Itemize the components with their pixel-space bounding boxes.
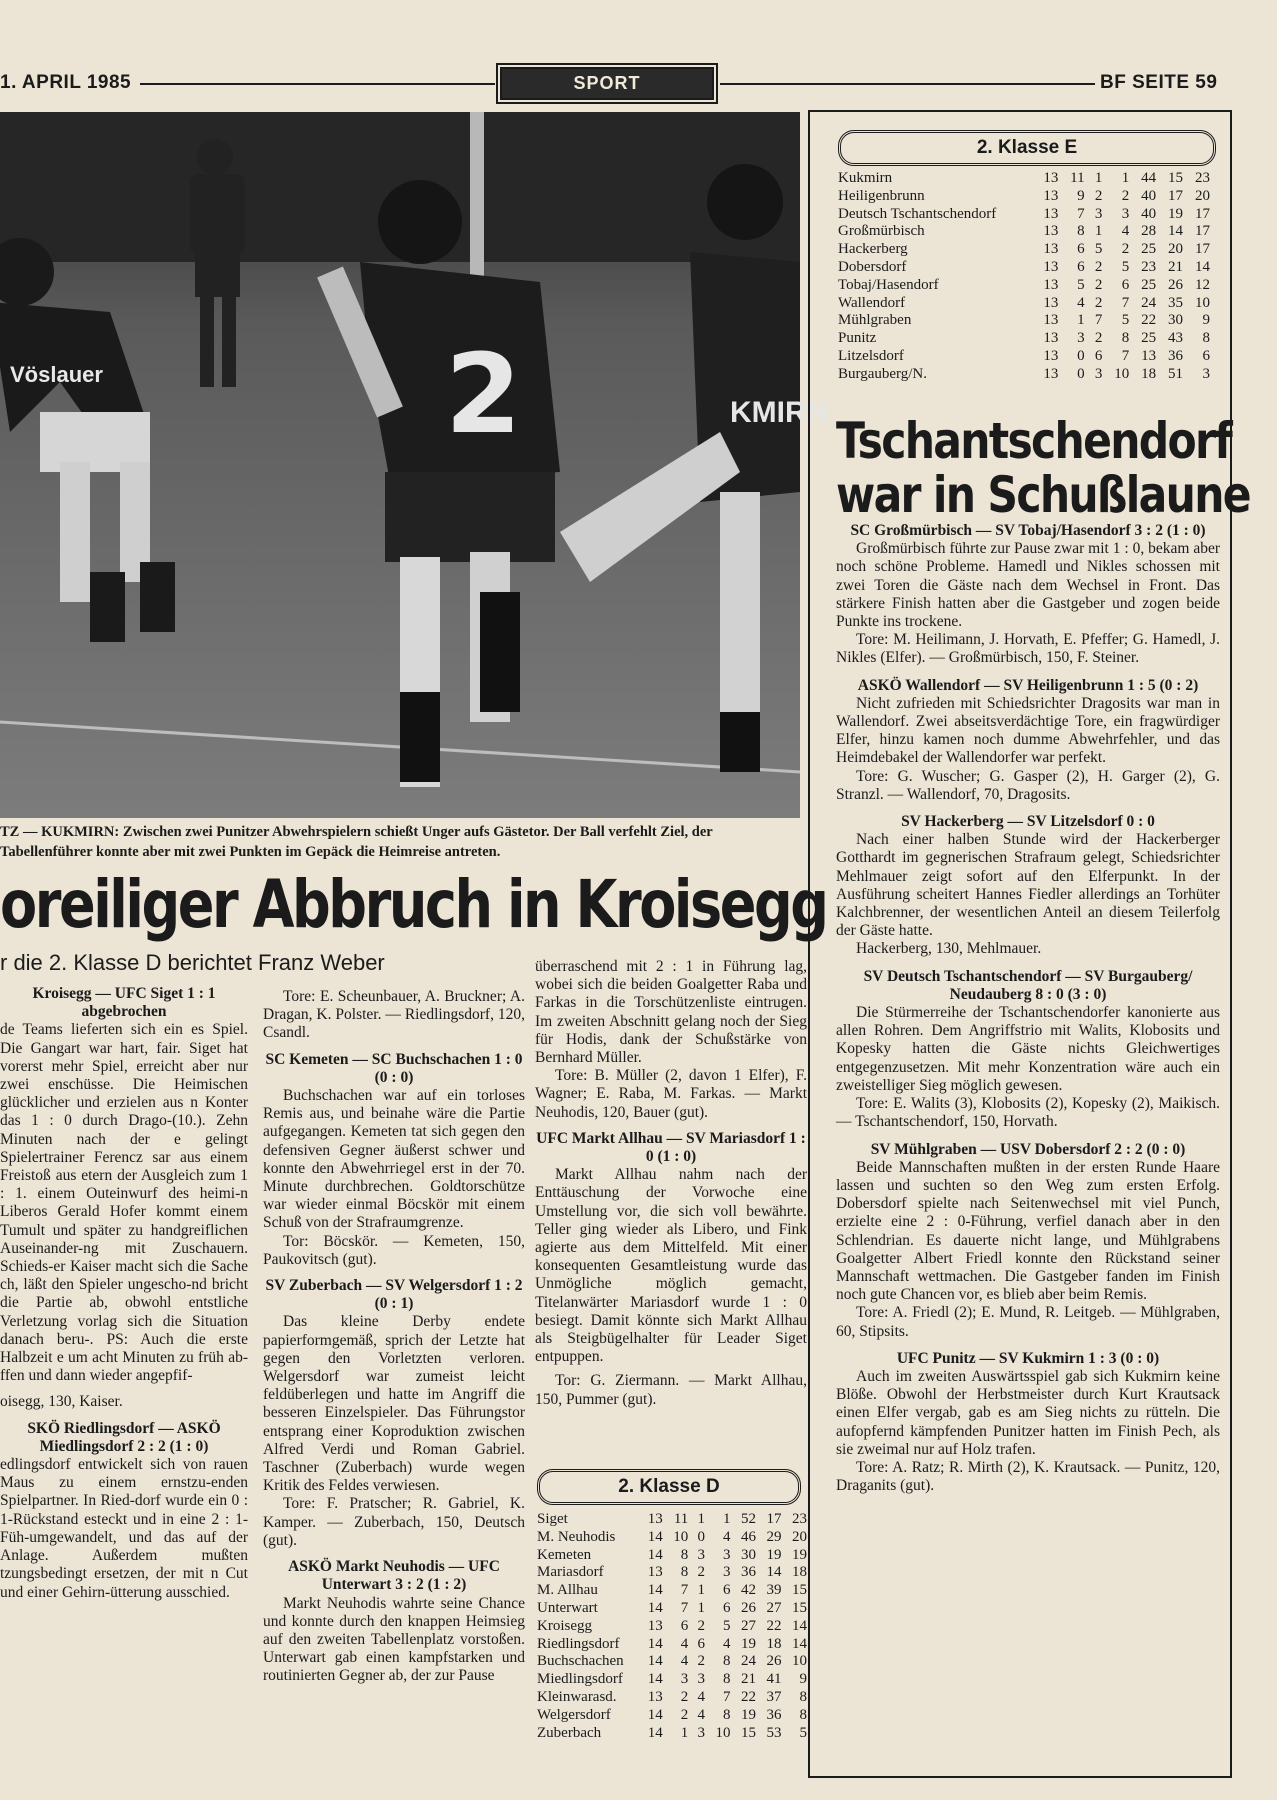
article-column-3	[535, 958, 807, 1409]
table-cell: 20	[1168, 241, 1184, 258]
team-name: Kleinwarasd.	[537, 1688, 617, 1705]
table-cell: 27	[766, 1599, 782, 1616]
table-cell: 6	[1094, 347, 1103, 364]
table-cell: 6	[723, 1599, 731, 1616]
table-cell: 22	[1141, 312, 1157, 329]
table-cell: 6	[1077, 258, 1085, 275]
table-cell: 8	[1202, 330, 1210, 347]
table-cell: 11	[1070, 170, 1085, 186]
article-headline: oreiliger Abbruch in Kroisegg	[0, 866, 827, 943]
league-table-title: 2. Klasse D	[537, 1469, 801, 1505]
table-cell: 3	[697, 1546, 706, 1563]
match-report: überraschend mit 2 : 1 in Führung lag, wobei sich die beiden Goalgetter Raba und Farkas in die Torschützenliste eintrugen. Im zweiten Abschnitt gelang noch der Sieg für Hodis, dank der Schußstärke von Bernhard Müller.	[535, 958, 807, 1067]
match-scorers: Tore: B. Müller (2, davon 1 Elfer), F. Wagner; E. Raba, M. Farkas. — Markt Neuhodis, 120, Bauer (gut).	[535, 1067, 807, 1121]
table-cell: 9	[1077, 187, 1085, 204]
table-row	[537, 1707, 807, 1725]
table-cell: 6	[697, 1635, 706, 1652]
table-row	[838, 241, 1210, 259]
table-row	[838, 259, 1210, 277]
match-scorers: Tore: A. Ratz; R. Mirth (2), K. Krautsack. — Punitz, 120, Draganits (gut).	[836, 1458, 1220, 1495]
table-cell: 36	[1168, 347, 1184, 364]
table-cell: 3	[1121, 205, 1130, 222]
match-report: Markt Neuhodis wahrte seine Chance und konnte durch den knappen Heimsieg auf den zweiten Tabellenplatz vorstoßen. Unterwart gab einen kampfstarken und routinierten Gegner ab, der zur Pause	[263, 1594, 525, 1685]
team-name: Kroisegg	[537, 1617, 592, 1634]
team-name: Zuberbach	[537, 1724, 602, 1741]
table-cell: 4	[723, 1528, 731, 1545]
table-cell: 26	[766, 1653, 782, 1670]
sidebar-headline	[836, 412, 1250, 524]
table-cell: 22	[740, 1688, 756, 1705]
table-row	[537, 1511, 807, 1529]
match-heading: SV Hackerberg — SV Litzelsdorf 0 : 0	[901, 813, 1155, 831]
table-cell: 6	[1202, 347, 1210, 364]
table-cell: 12	[1195, 276, 1210, 293]
table-cell: 4	[680, 1635, 689, 1652]
match-report: Beide Mannschaften mußten in der ersten Runde Haare lassen und suchten so den Weg zum ersten Erfolg. Dobersdorf spielte nach Seitenwechsel mit viel Punch, erzielte eine 2 : 0-Führung, verfiel danach aber in den Schlendrian. Es dauerte nicht lange, und Mühlgrabens Goalgetter Albert Friedl konnte den Rückstand seiner Mannschaft wettmachen. Die Gastgeber fanden im Finish noch gute Chancen vor, es blieb aber beim Remis.	[836, 1158, 1220, 1304]
table-cell: 10	[715, 1724, 731, 1741]
table-cell: 10	[673, 1528, 689, 1545]
table-cell: 13	[1043, 294, 1059, 311]
table-cell: 23	[792, 1511, 807, 1527]
match-heading: UFC Markt Allhau — SV Mariasdorf 1 : 0 (1 : 0)	[536, 1129, 806, 1166]
match-scorers: Tore: G. Wuscher; G. Gasper (2), H. Garger (2), G. Stranzl. — Wallendorf, 70, Dragosits.	[836, 767, 1220, 803]
match-heading: ASKÖ Markt Neuhodis — UFC Unterwart 3 : 2 (1 : 2)	[288, 1558, 500, 1594]
match-report: Buchschachen war auf ein torloses Remis aus, und beinahe wäre die Partie aufgegangen. Kemeten tat sich gegen den defensiven Gegner äußerst schwer und konnte den Abwehrriegel erst in der 70. Minute durchbrechen. Goldtorschütze war wieder einmal Böcskör mit einem Schuß von der Strafraumgrenze.	[263, 1087, 525, 1232]
match-details: oisegg, 130, Kaiser.	[0, 1393, 123, 1411]
table-cell: 3	[1094, 365, 1103, 382]
table-cell: 18	[1141, 365, 1157, 382]
table-cell: 14	[1195, 258, 1210, 275]
table-cell: 24	[740, 1653, 756, 1670]
table-cell: 1	[723, 1511, 731, 1527]
table-row	[838, 170, 1210, 188]
svg-text:Vöslauer: Vöslauer	[10, 362, 103, 387]
table-cell: 20	[1195, 187, 1210, 204]
table-cell: 28	[1141, 223, 1157, 240]
table-cell: 19	[792, 1546, 807, 1563]
match-report: de Teams lieferten sich ein es Spiel. Die Gangart war hart, fair. Siget hat vorerst mehr Spiel, erreicht aber nur zwei enschüsse. Die Heimischen glücklicher und erzielen aus n Konter das 1 : 0 durch Drago-(10.). Zehn Minuten nach der e gelingt Spielertrainer Ferencz sar aus einem Freistoß aus etern der Ausgleich zum 1 : 1. einem Outeinwurf des heimi-n Liberos Gerald Hofer kommt einem Tumult und später zu handgreiflichen Auseinander-ng mit Zuschauern. Schieds-er Kaiser macht sich die Sache ch, läßt den Spieler ungescho-nd bricht die Partie ab, obwohl entstliche Verletzung vorlag sich die Situation danach beru-. PS: Auch die erste Halbzeit e um acht Minuten zu früh ab-ffen und dann wieder angepfif-	[0, 1021, 248, 1385]
table-cell: 37	[766, 1688, 782, 1705]
table-cell: 14	[647, 1582, 663, 1599]
league-table-d	[537, 1511, 807, 1742]
table-row	[537, 1689, 807, 1707]
match-heading: SV Zuberbach — SV Welgersdorf 1 : 2 (0 : 1)	[265, 1277, 523, 1313]
header-rule-right	[720, 83, 1095, 85]
table-cell: 5	[723, 1617, 731, 1634]
table-cell: 13	[1043, 276, 1059, 293]
table-cell: 19	[740, 1706, 756, 1723]
match-report: Das kleine Derby endete papierformgemäß, sprich der Letzte hat gegen den Vorletzten verloren. Welgersdorf war zumeist leicht feldüberlegen und hatte im Angriff die besseren Einzelspieler. Das Führungstor entsprang einer Koproduktion zwischen Alfred Verdi und Roman Gabriel. Taschner (Zuberbach) wurde wegen Kritik des Feldes verwiesen.	[263, 1313, 525, 1495]
table-cell: 25	[1141, 241, 1157, 258]
table-cell: 13	[1043, 187, 1059, 204]
team-name: Mariasdorf	[537, 1564, 604, 1581]
table-cell: 0	[697, 1528, 706, 1545]
table-cell: 13	[1043, 347, 1059, 364]
table-cell: 13	[1043, 312, 1059, 329]
table-cell: 2	[1094, 330, 1103, 347]
table-cell: 8	[799, 1706, 807, 1723]
table-cell: 10	[1195, 294, 1210, 311]
team-name: Welgersdorf	[537, 1706, 611, 1723]
table-cell: 13	[1043, 241, 1059, 258]
table-row	[838, 330, 1210, 348]
match-heading: SC Kemeten — SC Buchschachen 1 : 0 (0 : 0)	[265, 1050, 523, 1086]
table-cell: 2	[1121, 241, 1130, 258]
table-cell: 1	[1121, 170, 1130, 186]
table-cell: 19	[1168, 205, 1184, 222]
table-cell: 4	[723, 1635, 731, 1652]
headline-line-2: war in Schußlaune	[836, 466, 1250, 524]
table-cell: 2	[697, 1564, 706, 1581]
table-cell: 5	[1121, 258, 1130, 275]
section-label: SPORT	[500, 67, 714, 100]
team-name: Miedlingsdorf	[537, 1671, 623, 1688]
table-cell: 4	[1121, 223, 1130, 240]
table-cell: 24	[1141, 294, 1157, 311]
table-cell: 9	[1202, 312, 1210, 329]
match-report: Nach einer halben Stunde wird der Hackerberger Gotthardt im gegnerischen Strafraum gelegt, Schiedsrichter Mehlmauer zeigt sofort auf den Elferpunkt. In der Ausführung scheitert Hannes Fiedler allerdings an Torhüter Kalchbrenner, der wesentlichen Anteil an diesem Teilerfolg der Gäste hatte.	[836, 831, 1220, 940]
table-cell: 14	[647, 1653, 663, 1670]
table-cell: 0	[1077, 347, 1085, 364]
table-cell: 2	[1121, 187, 1130, 204]
table-cell: 26	[1168, 276, 1184, 293]
table-row	[537, 1547, 807, 1565]
issue-date: 1. APRIL 1985	[0, 72, 132, 93]
table-cell: 14	[792, 1635, 807, 1652]
table-cell: 43	[1168, 330, 1184, 347]
table-cell: 2	[1094, 258, 1103, 275]
match-heading: Kroisegg — UFC Siget 1 : 1 abgebrochen	[32, 985, 216, 1021]
team-name: Dobersdorf	[838, 258, 907, 275]
match-scorers: Hackerberg, 130, Mehlmauer.	[856, 940, 1042, 958]
article-byline: r die 2. Klasse D berichtet Franz Weber	[0, 950, 385, 975]
table-cell: 1	[1094, 223, 1103, 240]
table-cell: 42	[740, 1582, 756, 1599]
table-cell: 5	[1094, 241, 1103, 258]
table-cell: 8	[1121, 330, 1130, 347]
table-cell: 3	[723, 1564, 731, 1581]
table-row	[537, 1653, 807, 1671]
table-row	[838, 312, 1210, 330]
table-cell: 15	[1168, 170, 1184, 186]
table-cell: 6	[723, 1582, 731, 1599]
team-name: Großmürbisch	[838, 223, 925, 240]
table-cell: 13	[1141, 347, 1157, 364]
article-column-1	[0, 985, 248, 1602]
team-name: Tobaj/Hasendorf	[838, 276, 939, 293]
table-cell: 3	[1202, 365, 1210, 382]
table-cell: 13	[1043, 365, 1059, 382]
team-name: Buchschachen	[537, 1653, 624, 1670]
team-name: Deutsch Tschantschendorf	[838, 205, 997, 222]
table-cell: 46	[740, 1528, 756, 1545]
table-cell: 6	[1077, 241, 1085, 258]
table-cell: 13	[1043, 205, 1059, 222]
table-cell: 7	[1077, 205, 1085, 222]
table-row	[537, 1529, 807, 1547]
table-cell: 44	[1141, 170, 1157, 186]
table-cell: 36	[766, 1706, 782, 1723]
table-cell: 17	[1195, 205, 1210, 222]
table-row	[838, 223, 1210, 241]
table-cell: 3	[697, 1724, 706, 1741]
team-name: Kukmirn	[838, 170, 893, 186]
match-report: edlingsdorf entwickelt sich von rauen Maus zu einem ernstzu-enden Spielpartner. In Ried-dorf wurde ein 0 : 1-Rückstand esteckt und in eine 2 : 1-Füh-umgewandelt, und das auf der Anlage. Außerdem mußten tzungsbedingt ersetzen, der mit n Cut und einer Gehirn-ütterung ausschied.	[0, 1456, 248, 1601]
table-cell: 14	[647, 1546, 663, 1563]
table-cell: 25	[1141, 330, 1157, 347]
table-cell: 17	[766, 1511, 782, 1527]
headline-line-1: Tschantschendorf	[836, 412, 1232, 470]
table-cell: 23	[1141, 258, 1157, 275]
table-cell: 14	[792, 1617, 807, 1634]
table-cell: 14	[647, 1599, 663, 1616]
table-cell: 36	[740, 1564, 756, 1581]
table-cell: 21	[740, 1671, 756, 1688]
table-row	[537, 1636, 807, 1654]
team-name: Punitz	[838, 330, 877, 347]
table-cell: 17	[1195, 223, 1210, 240]
table-cell: 14	[647, 1706, 663, 1723]
table-row	[537, 1582, 807, 1600]
match-heading: SV Deutsch Tschantschendorf — SV Burgauberg/ Neudauberg 8 : 0 (3 : 0)	[863, 967, 1193, 1003]
table-cell: 7	[723, 1688, 731, 1705]
table-cell: 2	[697, 1653, 706, 1670]
team-name: Mühlgraben	[838, 312, 912, 329]
table-cell: 15	[792, 1599, 807, 1616]
table-cell: 26	[740, 1599, 756, 1616]
table-row	[838, 295, 1210, 313]
table-cell: 20	[792, 1528, 807, 1545]
table-cell: 6	[1121, 276, 1130, 293]
table-cell: 51	[1168, 365, 1184, 382]
table-cell: 10	[1114, 365, 1130, 382]
table-cell: 14	[766, 1564, 782, 1581]
table-cell: 15	[740, 1724, 756, 1741]
match-heading: SV Mühlgraben — USV Dobersdorf 2 : 2 (0 : 0)	[870, 1140, 1186, 1158]
header-rule-left	[140, 83, 495, 85]
league-table-title: 2. Klasse E	[838, 130, 1216, 166]
team-name: M. Allhau	[537, 1582, 598, 1599]
table-cell: 17	[1168, 187, 1184, 204]
league-table-e	[838, 170, 1210, 384]
table-cell: 2	[1094, 187, 1103, 204]
table-cell: 14	[647, 1724, 663, 1741]
table-cell: 30	[1168, 312, 1184, 329]
match-scorers: Tore: F. Pratscher; R. Gabriel, K. Kamper. — Zuberbach, 150, Deutsch (gut).	[263, 1495, 525, 1549]
team-name: Hackerberg	[838, 241, 908, 258]
table-cell: 3	[697, 1671, 706, 1688]
table-cell: 10	[792, 1653, 807, 1670]
team-name: Litzelsdorf	[838, 347, 904, 364]
table-cell: 13	[1043, 330, 1059, 347]
table-row	[838, 348, 1210, 366]
team-name: Siget	[537, 1511, 568, 1527]
table-cell: 14	[647, 1635, 663, 1652]
team-name: Unterwart	[537, 1599, 598, 1616]
table-row	[838, 188, 1210, 206]
table-cell: 13	[1043, 223, 1059, 240]
table-cell: 4	[680, 1653, 689, 1670]
table-cell: 8	[680, 1546, 689, 1563]
table-cell: 3	[1077, 330, 1085, 347]
table-cell: 8	[723, 1706, 731, 1723]
svg-text:2: 2	[445, 330, 522, 458]
table-cell: 23	[1195, 170, 1210, 186]
team-name: M. Neuhodis	[537, 1528, 616, 1545]
match-heading: SC Großmürbisch — SV Tobaj/Hasendorf 3 : 2 (1 : 0)	[850, 522, 1206, 539]
table-cell: 15	[792, 1582, 807, 1599]
table-cell: 2	[1094, 294, 1103, 311]
table-cell: 13	[1043, 258, 1059, 275]
table-cell: 6	[680, 1617, 689, 1634]
page-number: BF SEITE 59	[1100, 72, 1218, 93]
table-cell: 35	[1168, 294, 1184, 311]
match-scorers: Tore: E. Walits (3), Klobosits (2), Kopesky (2), Maikisch. — Tschantschendorf, 150, Horvath.	[836, 1095, 1220, 1131]
photo-caption: TZ — KUKMIRN: Zwischen zwei Punitzer Abwehrspielern schießt Unger aufs Gästetor. Der Ball verfehlt Ziel, der Tabellenführer konnte aber mit zwei Punkten im Gepäck die Heimreise antreten.	[0, 824, 713, 860]
article-column-2	[263, 988, 525, 1686]
table-cell: 18	[792, 1564, 807, 1581]
table-cell: 40	[1141, 205, 1157, 222]
table-cell: 1	[697, 1582, 706, 1599]
table-cell: 13	[647, 1617, 663, 1634]
table-cell: 13	[647, 1688, 663, 1705]
match-report: Die Stürmerreihe der Tschantschendorfer kanonierte aus allen Rohren. Dem Angriffstrio mit Walits, Klobosits und Kopesky hatten die Gäste nichts Gleichwertiges entgegenzusetzen. Mit mehr Konzentration wäre auch ein zweistelliger Sieg möglich gewesen.	[836, 1004, 1220, 1094]
table-cell: 5	[799, 1724, 807, 1741]
table-cell: 53	[766, 1724, 782, 1741]
table-cell: 5	[1121, 312, 1130, 329]
table-cell: 3	[680, 1671, 689, 1688]
match-scorers: Tore: E. Scheunbauer, A. Bruckner; A. Dragan, K. Polster. — Riedlingsdorf, 120, Csandl.	[263, 988, 525, 1042]
table-cell: 11	[673, 1511, 689, 1527]
table-cell: 21	[1168, 258, 1184, 275]
table-cell: 40	[1141, 187, 1157, 204]
match-scorers: Tore: M. Heilimann, J. Horvath, E. Pfeffer; G. Hamedl, J. Nikles (Elfer). — Großmürbisch, 150, F. Steiner.	[836, 631, 1220, 667]
table-cell: 30	[740, 1546, 756, 1563]
table-cell: 4	[1077, 294, 1085, 311]
match-heading: UFC Punitz — SV Kukmirn 1 : 3 (0 : 0)	[896, 1349, 1160, 1367]
table-cell: 1	[697, 1511, 706, 1527]
table-cell: 1	[697, 1599, 706, 1616]
table-cell: 7	[1121, 347, 1130, 364]
table-cell: 14	[1168, 223, 1184, 240]
table-row	[838, 206, 1210, 224]
table-row	[537, 1618, 807, 1636]
team-name: Riedlingsdorf	[537, 1635, 620, 1652]
table-cell: 17	[1195, 241, 1210, 258]
table-cell: 5	[1077, 276, 1085, 293]
table-cell: 8	[799, 1688, 807, 1705]
match-report: Nicht zufrieden mit Schiedsrichter Dragosits war man in Wallendorf. Zwei abseitsverdächtige Tore, ein fragwürdiger Elfer, hinzu kamen noch dumme Abwehrfehler, und das Heimdebakel der Wallendorfer war perfekt.	[836, 694, 1220, 767]
table-cell: 8	[680, 1564, 689, 1581]
table-cell: 14	[647, 1528, 663, 1545]
table-cell: 2	[697, 1617, 706, 1634]
match-scorers: Tore: A. Friedl (2); E. Mund, R. Leitgeb. — Mühlgraben, 60, Stipsits.	[836, 1304, 1220, 1340]
svg-text:KMIRN: KMIRN	[730, 396, 829, 429]
table-cell: 8	[1077, 223, 1085, 240]
table-cell: 2	[680, 1688, 689, 1705]
table-cell: 52	[740, 1511, 756, 1527]
team-name: Wallendorf	[838, 294, 906, 311]
table-row	[537, 1564, 807, 1582]
table-cell: 7	[1094, 312, 1103, 329]
sidebar-reports	[836, 522, 1220, 1495]
table-cell: 19	[740, 1635, 756, 1652]
table-cell: 9	[799, 1671, 807, 1688]
table-cell: 22	[766, 1617, 782, 1634]
table-cell: 13	[647, 1511, 663, 1527]
table-cell: 7	[1121, 294, 1130, 311]
table-cell: 1	[1094, 170, 1103, 186]
match-scorers: Tor: G. Ziermann. — Markt Allhau, 150, Pummer (gut).	[535, 1372, 807, 1408]
match-report: Markt Allhau nahm nach der Enttäuschung der Vorwoche eine Umstellung vor, die sich voll bewährte. Teller ging wieder als Libero, und Fink agierte aus dem Mittelfeld. Mit einer konsequenten Gesamtleistung wurde das Unmögliche möglich gemacht, Titelanwärter Mariasdorf wurde 1 : 0 besiegt. Damit könnte sich Markt Allhau als Steigbügelhalter für Leader Siget entpuppen.	[535, 1166, 807, 1366]
table-cell: 2	[680, 1706, 689, 1723]
table-cell: 14	[647, 1671, 663, 1688]
table-cell: 7	[680, 1599, 689, 1616]
match-report: Auch im zweiten Auswärtsspiel gab sich Kukmirn keine Blöße. Obwohl der Herbstmeister durch Kurt Krautsack einen Elfer vergab, gab es am Sieg nichts zu rütteln. Die aufopfernd kämpfenden Punitzer hatten im Finish Pech, als sie zweimal nur auf Holz trafen.	[836, 1367, 1220, 1458]
table-cell: 27	[740, 1617, 756, 1634]
table-cell: 13	[1043, 170, 1059, 186]
table-cell: 0	[1077, 365, 1085, 382]
table-row	[838, 277, 1210, 295]
table-cell: 25	[1141, 276, 1157, 293]
team-name: Burgauberg/N.	[838, 365, 928, 382]
table-cell: 3	[1094, 205, 1103, 222]
table-cell: 1	[1077, 312, 1085, 329]
table-cell: 18	[766, 1635, 782, 1652]
table-row	[537, 1725, 807, 1743]
match-photo	[0, 112, 829, 818]
table-row	[537, 1671, 807, 1689]
table-cell: 2	[1094, 276, 1103, 293]
match-heading: SKÖ Riedlingsdorf — ASKÖ Miedlingsdorf 2 : 2 (1 : 0)	[27, 1419, 221, 1455]
table-cell: 29	[766, 1528, 782, 1545]
table-cell: 13	[647, 1564, 663, 1581]
table-cell: 1	[680, 1724, 689, 1741]
match-scorers: Tor: Böcskör. — Kemeten, 150, Paukovitsch (gut).	[263, 1232, 525, 1268]
team-name: Kemeten	[537, 1546, 592, 1563]
match-report: Großmürbisch führte zur Pause zwar mit 1 : 0, bekam aber noch schöne Probleme. Hamedl und Nikles schossen mit zwei Toren die Gäste nach dem Wechsel in Front. Das stärkere Finish hatten aber die Gastgeber und zogen beide Punkte ins trockene.	[836, 540, 1220, 631]
table-cell: 3	[723, 1546, 731, 1563]
table-cell: 4	[697, 1688, 706, 1705]
table-cell: 7	[680, 1582, 689, 1599]
table-row	[838, 366, 1210, 384]
team-name: Heiligenbrunn	[838, 187, 925, 204]
match-heading: ASKÖ Wallendorf — SV Heiligenbrunn 1 : 5 (0 : 2)	[857, 676, 1199, 694]
table-cell: 8	[723, 1653, 731, 1670]
table-cell: 41	[766, 1671, 782, 1688]
table-cell: 39	[766, 1582, 782, 1599]
table-cell: 8	[723, 1671, 731, 1688]
table-cell: 4	[697, 1706, 706, 1723]
table-row	[537, 1600, 807, 1618]
table-cell: 19	[766, 1546, 782, 1563]
